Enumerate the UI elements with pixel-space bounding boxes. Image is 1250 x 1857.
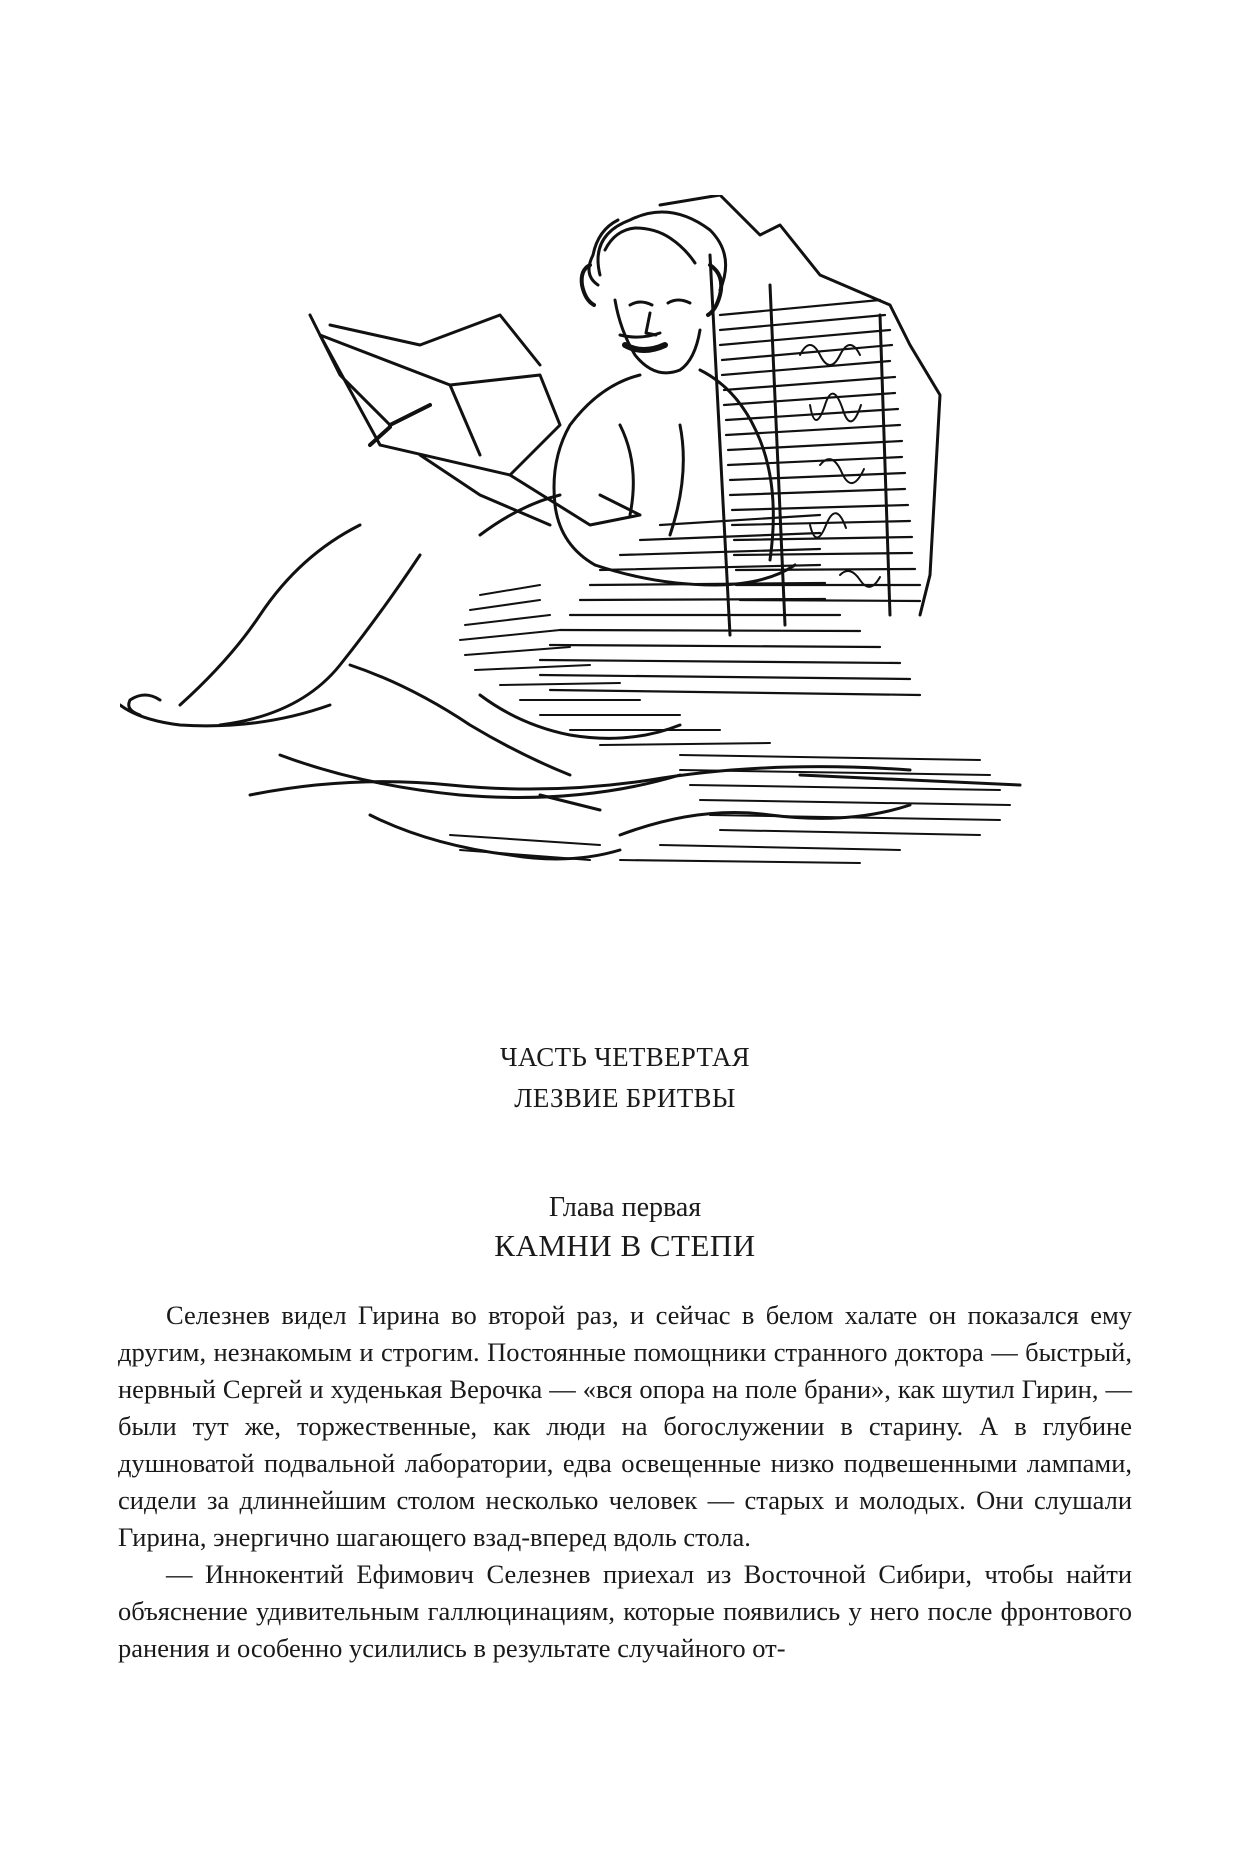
floor-hatching (450, 755, 1010, 863)
chapter-title: КАМНИ В СТЕПИ (494, 1228, 756, 1263)
body-text (118, 1297, 1132, 1667)
sketch-illustration (120, 195, 1110, 985)
chapter-heading (0, 1190, 1250, 1266)
paragraph: Селезнев видел Гирина во второй раз, и сейчас в белом халате он показался ему другим, незнакомым и строгим. Постоянные помощники странного доктора — быстрый, нервный Сергей и худенькая Верочка — «вся опора на поле брани», как шутил Гирин, — были тут же, торжественные, как люди на богослужении в старину. А в глубине душноватой подвальной лаборатории, едва освещенные низко подвешенными лампами, сидели за длиннейшим столом несколько человек — старых и молодых. Они слушали Гирина, энергично шагающего взад-вперед вдоль стола. (118, 1300, 1132, 1552)
part-label: ЧАСТЬ ЧЕТВЕРТАЯ (500, 1042, 750, 1072)
pen (370, 405, 430, 445)
floor (250, 767, 1020, 859)
head (582, 212, 726, 373)
leg-hatching (460, 585, 770, 745)
papers (310, 315, 640, 525)
chapter-label: Глава первая (548, 1192, 702, 1223)
part-heading (0, 1037, 1250, 1119)
paragraph: — Иннокентий Ефимович Селезнев приехал из Восточной Сибири, чтобы найти объяснение удивительным галлюцинациям, которые появились у него после фронтового ранения и особенно усилились в результате случайного от- (118, 1559, 1132, 1663)
part-title: ЛЕЗВИЕ БРИТВЫ (514, 1083, 736, 1113)
